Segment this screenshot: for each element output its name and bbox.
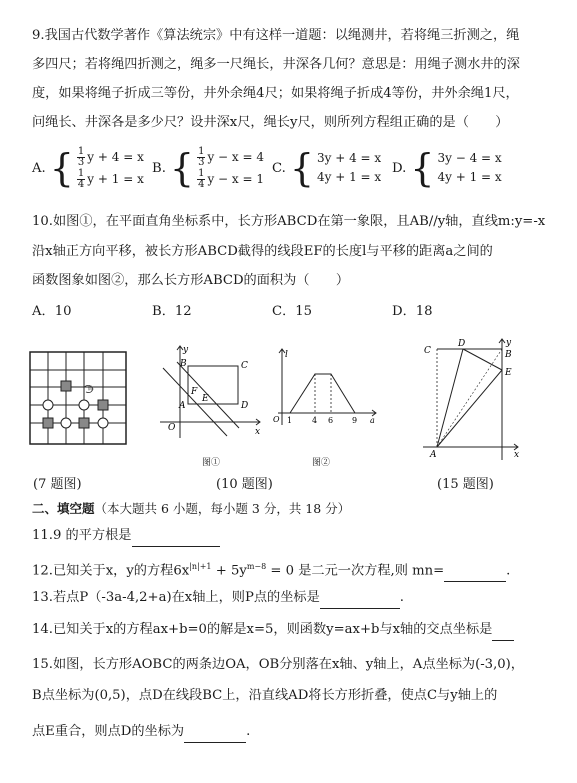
q9-line-1: 9.我国古代数学著作《算法统宗》中有这样一道题：以绳测井，若将绳三折测之，绳 xyxy=(32,28,520,43)
q10-option-b: B．12 xyxy=(152,304,192,319)
q9-option-b: B. { $\frac{1}{3}$ y − x = 4 $\frac{1}{4}$ y − x = 1 xyxy=(152,146,265,190)
answer-blank xyxy=(132,526,220,547)
brace: { xyxy=(169,146,195,190)
option-letter: B. xyxy=(152,160,166,176)
label-f: F xyxy=(191,387,198,397)
q15-line-1: 15.如图，长方形AOBC的两条边OA，OB分别落在x轴、y轴上，A点坐标为(-3,0)， xyxy=(32,657,524,672)
caption-7: (7 题图) xyxy=(33,477,82,492)
option-letter: A. xyxy=(32,160,46,176)
q9-option-a: A. { $\frac{1}{3}$ y + 4 = x $\frac{1}{4}$ y + 1 = x xyxy=(32,146,144,190)
figure-10-caption-2: 图② xyxy=(312,458,331,468)
q15-line-2: B点坐标为(0,5)，点D在线段BC上，沿直线AD将长方形折叠，使点C与y轴上的 xyxy=(32,688,498,703)
answer-blank xyxy=(492,620,514,641)
figure-10-caption-1: 图① xyxy=(202,458,221,468)
q12: 12.已知关于x，y的方程$6x^{|n|+1} + 5y^{m-8} = 0$ 是二元一次方程,则 mn= . xyxy=(32,557,510,582)
label-a-axis: a xyxy=(370,416,375,425)
label-l: l xyxy=(285,350,288,360)
label-c: C xyxy=(241,361,248,371)
q10-line-2: 沿x轴正方向平移，被长方形ABCD截得的线段EF的长度l与平移的距离a之间的 xyxy=(32,244,493,259)
figure-10-chart-1 xyxy=(155,340,265,440)
q9-option-c: C. { 3y + 4 = x 4y + 1 = x xyxy=(272,146,382,190)
q11 xyxy=(32,526,220,547)
label-d: D xyxy=(458,339,466,349)
q10-line-1: 10.如图①，在平面直角坐标系中，长方形ABCD在第一象限，且AB//y轴，直线m:y=-x xyxy=(32,214,546,229)
label-x: x xyxy=(255,427,261,437)
option-letter: D. xyxy=(392,160,407,176)
figure-10-chart-2 xyxy=(268,345,383,435)
answer-blank xyxy=(184,722,246,743)
label-e: E xyxy=(202,394,209,404)
tick-4: 4 xyxy=(312,416,318,425)
label-o: O xyxy=(168,423,176,433)
q14: 14.已知关于x的方程ax+b=0的解是x=5，则函数y=ax+b与x轴的交点坐标是 xyxy=(32,620,514,641)
label-c: C xyxy=(424,346,431,356)
label-a: A xyxy=(430,450,437,460)
label-d: D xyxy=(241,401,249,411)
q9-line-2: 多四尺；若将绳四折测之，绳多一尺绳长，井深各几何？意思是：用绳子测水井的深 xyxy=(32,57,520,72)
label-e: E xyxy=(505,368,512,378)
label-a: A xyxy=(179,401,186,411)
label-o: O xyxy=(273,415,280,424)
q11-text: 11.9 的平方根是 xyxy=(32,528,132,543)
q10-option-d: D．18 xyxy=(392,304,433,319)
section-2-heading xyxy=(32,499,350,519)
svg-text:帥: 帥 xyxy=(88,386,94,392)
label-y: y xyxy=(506,338,512,348)
figure-7-grid xyxy=(28,350,128,450)
q9-option-d: D. { 3y − 4 = x 4y + 1 = x xyxy=(392,146,502,190)
section-title: 二、填空题 xyxy=(32,501,95,516)
q9-line-3: 度，如果将绳子折成三等份，井外余绳4尺；如果将绳子折成4等份，井外余绳1尺， xyxy=(32,86,519,101)
section-desc: （本大题共 6 小题，每小题 3 分，共 18 分） xyxy=(94,501,351,516)
caption-10: (10 题图) xyxy=(216,477,273,492)
tick-1: 1 xyxy=(287,416,293,425)
figure-15-chart xyxy=(418,335,528,465)
tick-6: 6 xyxy=(328,416,334,425)
label-b: B xyxy=(505,350,512,360)
tick-9: 9 xyxy=(352,416,358,425)
label-y: y xyxy=(183,345,189,355)
q13: 13.若点P（-3a-4,2+a)在x轴上，则P点的坐标是 . xyxy=(32,588,404,609)
brace: { xyxy=(410,146,435,190)
answer-blank xyxy=(444,561,506,582)
label-x: x xyxy=(514,450,520,460)
answer-blank xyxy=(320,588,400,609)
caption-15: (15 题图) xyxy=(437,477,494,492)
label-b: B xyxy=(180,359,187,369)
brace: { xyxy=(289,146,314,190)
brace: { xyxy=(49,146,74,190)
q10-option-c: C．15 xyxy=(272,304,313,319)
option-letter: C. xyxy=(272,160,286,176)
q10-option-a: A．10 xyxy=(32,304,72,319)
q10-line-3: 函数图象如图②，那么长方形ABCD的面积为（ ） xyxy=(32,273,350,288)
q15-line-3: 点E重合，则点D的坐标为 . xyxy=(32,722,250,743)
q9-line-4: 问绳长、井深各是多少尺？设井深x尺，绳长y尺，则所列方程组正确的是（ ） xyxy=(32,115,509,130)
